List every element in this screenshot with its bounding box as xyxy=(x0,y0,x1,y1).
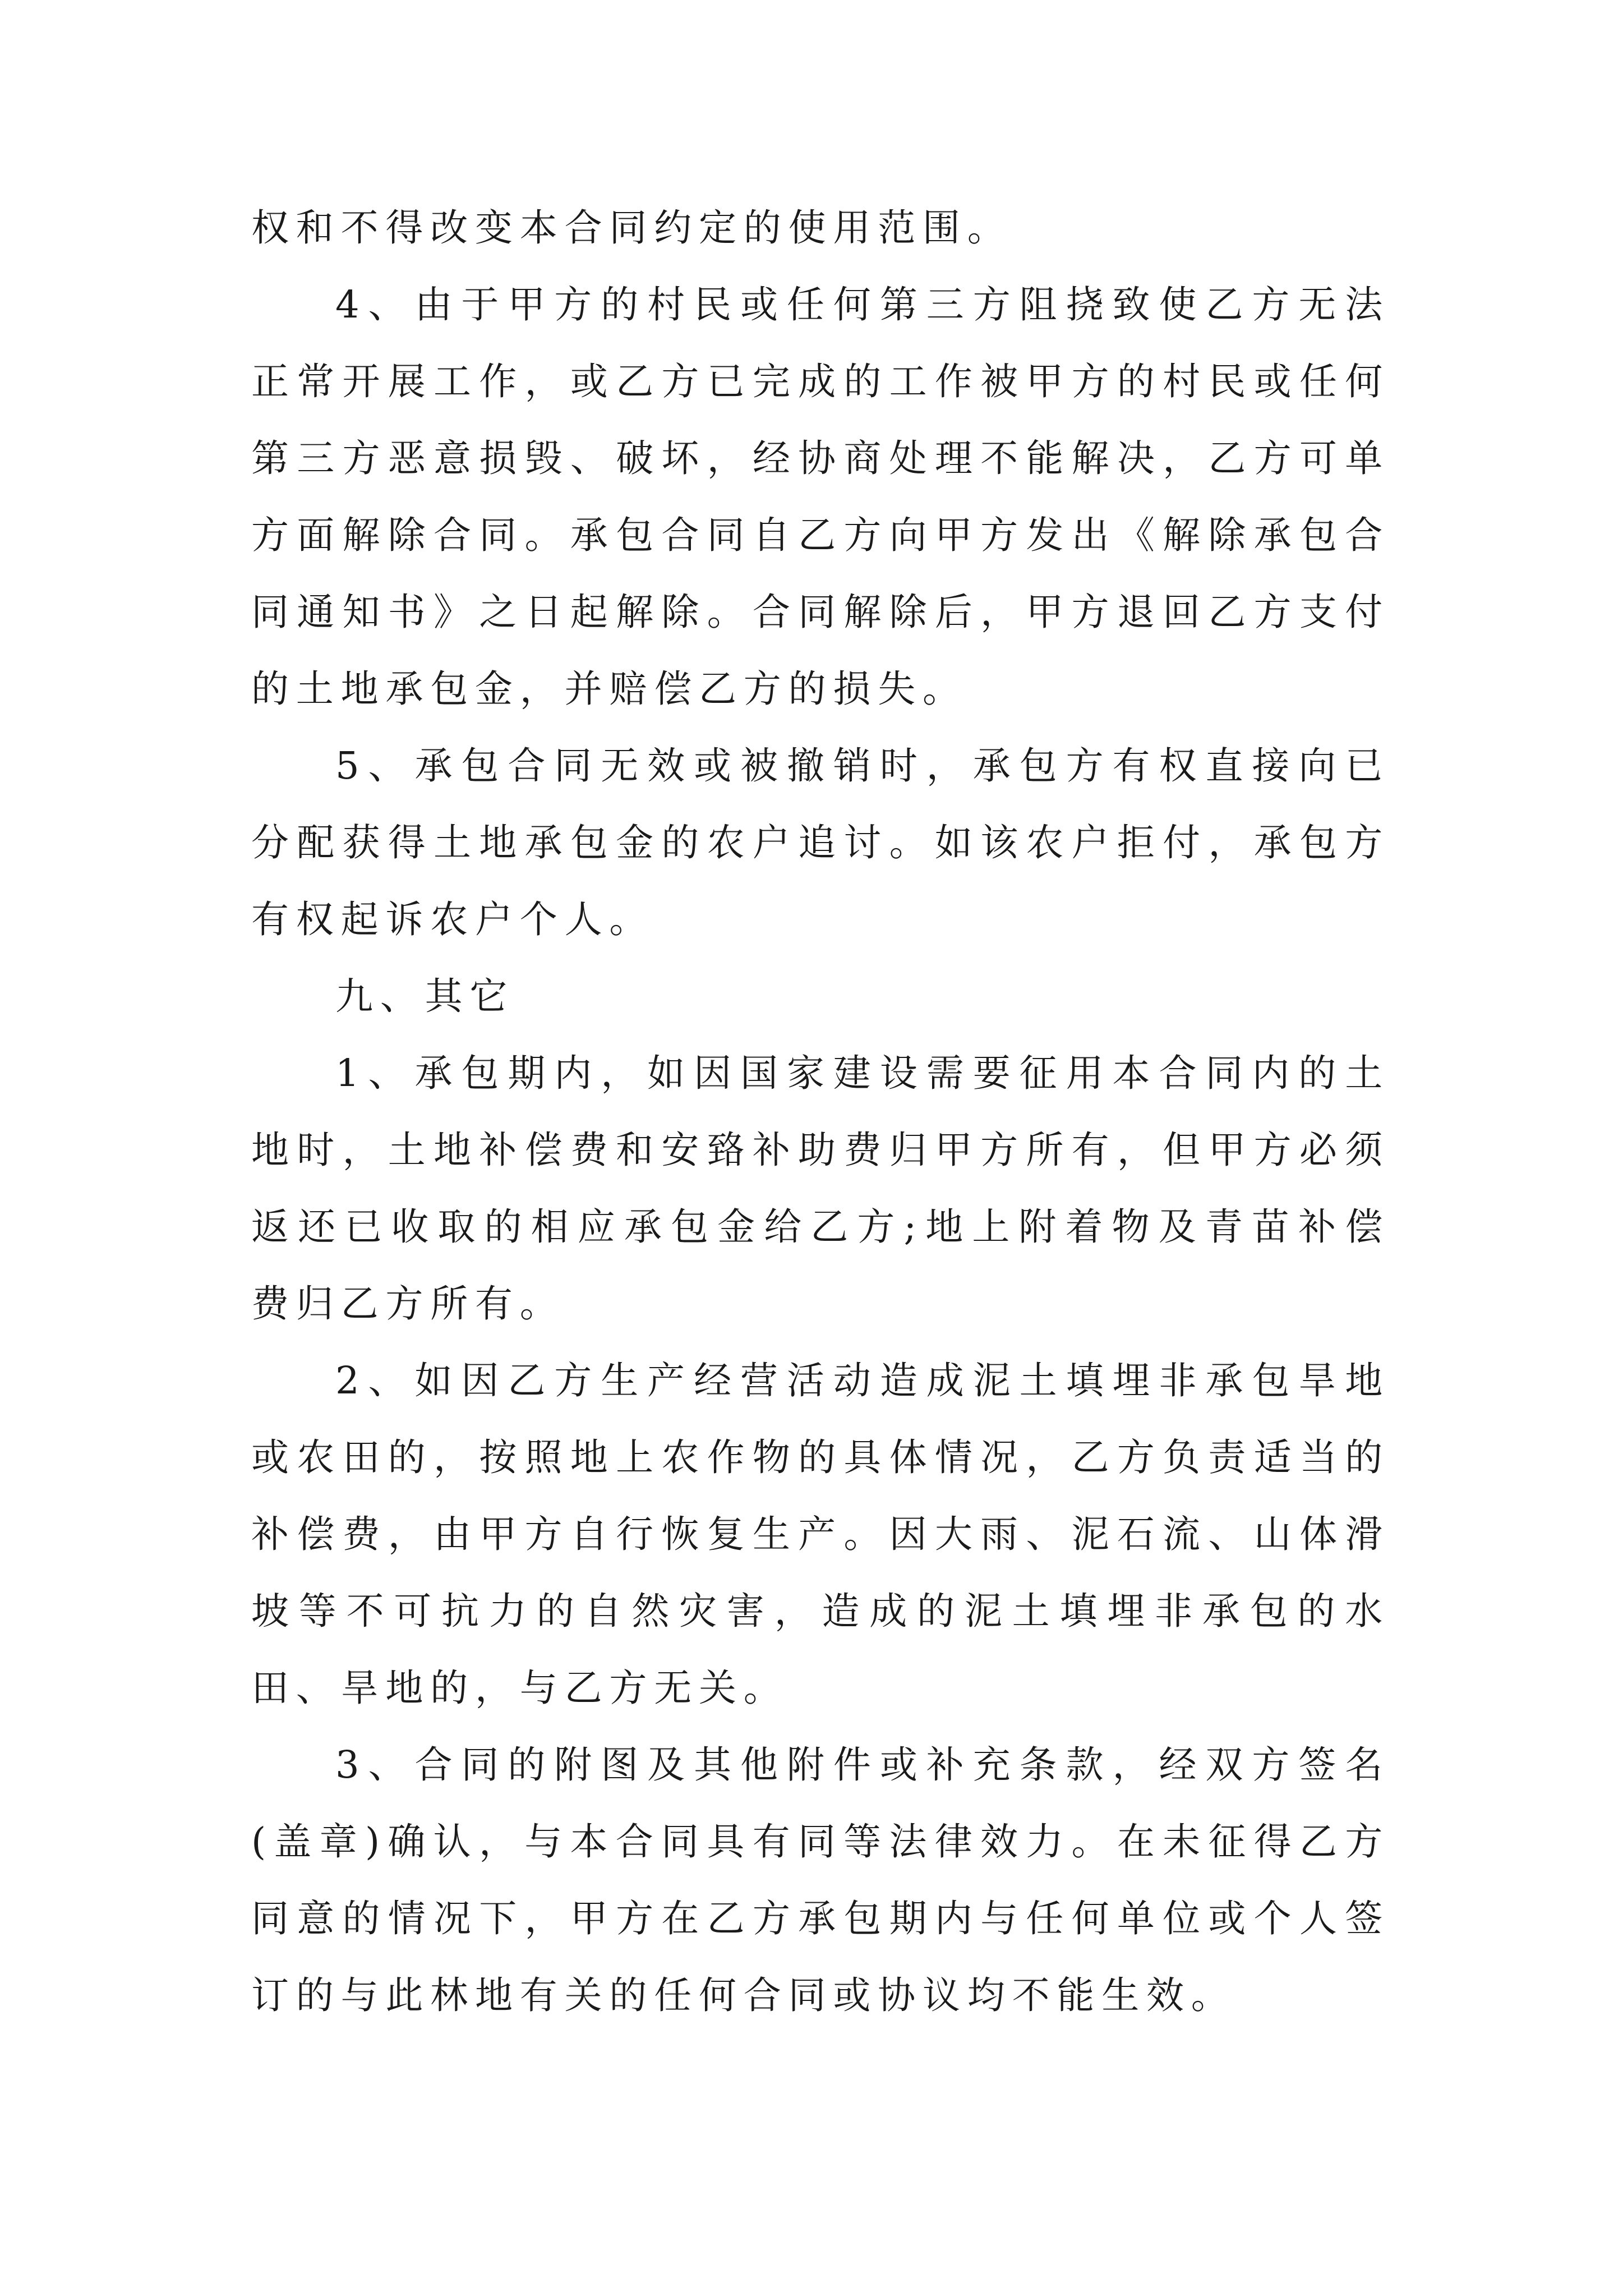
paragraph-other-clause-1: 1、承包期内，如因国家建设需要征用本合同内的土地时，土地补偿费和安臵补助费归甲方所有，但甲方必须返还已收取的相应承包金给乙方;地上附着物及青苗补偿费归乙方所有。 xyxy=(251,1051,1390,1326)
paragraph-clause-4: 4、由于甲方的村民或任何第三方阻挠致使乙方无法正常开展工作，或乙方已完成的工作被甲方的村民或任何第三方恶意损毁、破坏，经协商处理不能解决，乙方可单方面解除合同。承包合同自乙方向甲方发出《解除承包合同通知书》之日起解除。合同解除后，甲方退回乙方支付的土地承包金，并赔偿乙方的损失。 xyxy=(251,283,1390,711)
paragraph-continuation: 权和不得改变本合同约定的使用范围。 xyxy=(251,206,1012,250)
document-body xyxy=(251,190,1390,2034)
section-heading-other: 九、其它 xyxy=(335,974,515,1018)
paragraph-other-clause-2: 2、如因乙方生产经营活动造成泥土填埋非承包旱地或农田的，按照地上农作物的具体情况，乙方负责适当的补偿费，由甲方自行恢复生产。因大雨、泥石流、山体滑坡等不可抗力的自然灾害，造成的泥土填埋非承包的水田、旱地的，与乙方无关。 xyxy=(251,1359,1390,1710)
paragraph-other-clause-3: 3、合同的附图及其他附件或补充条款，经双方签名(盖章)确认，与本合同具有同等法律效力。在未征得乙方同意的情况下，甲方在乙方承包期内与任何单位或个人签订的与此林地有关的任何合同或协议均不能生效。 xyxy=(251,1743,1390,2017)
paragraph-clause-5: 5、承包合同无效或被撤销时，承包方有权直接向已分配获得土地承包金的农户追讨。如该农户拒付，承包方有权起诉农户个人。 xyxy=(251,744,1390,941)
